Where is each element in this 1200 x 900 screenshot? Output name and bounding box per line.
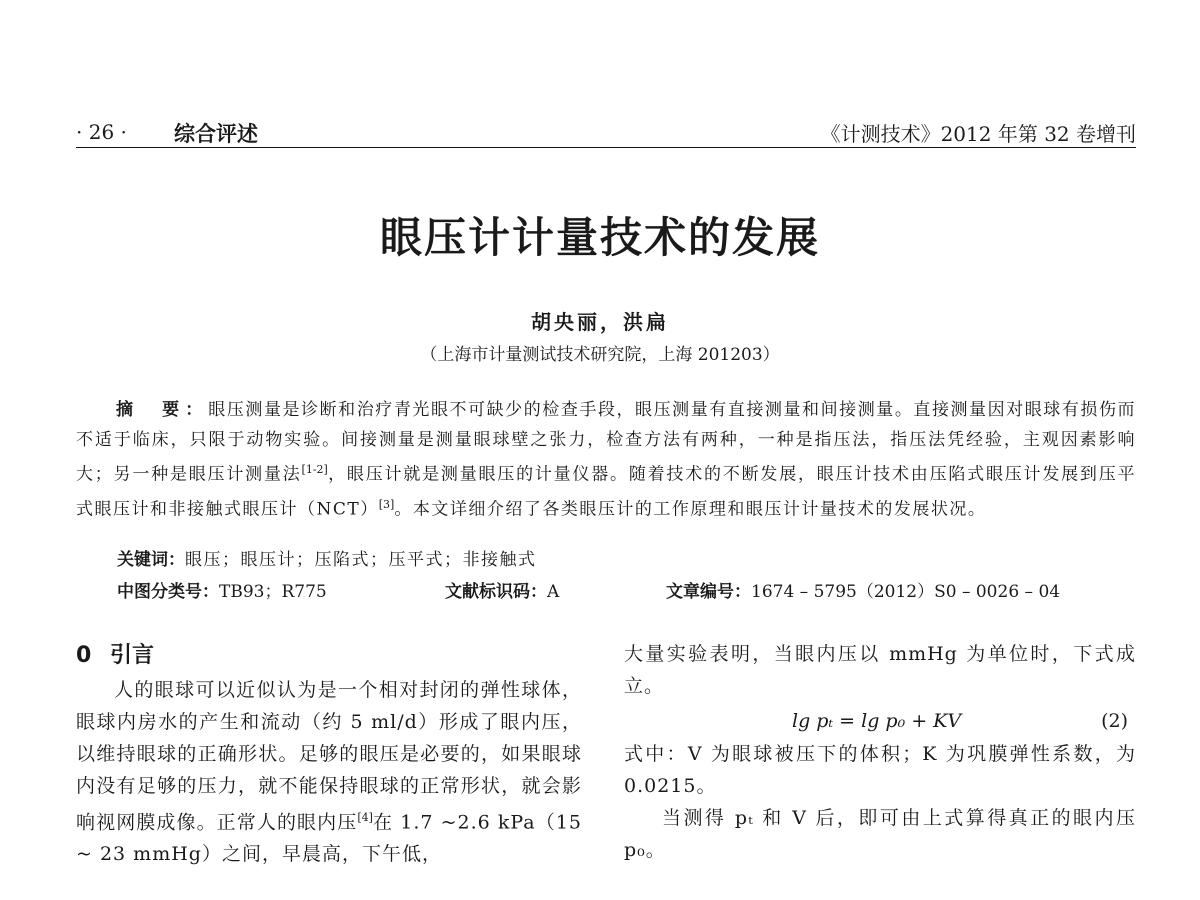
variable-definitions: 式中：V 为眼球被压下的体积；K 为巩膜弹性系数，为 0.0215。 [624,743,1136,797]
journal-name: 《计测技术》2012 年第 32 卷增刊 [820,122,1136,146]
paper-title: 眼压计计量技术的发展 [379,213,820,262]
clc-label: 中图分类号： [117,582,219,602]
section-heading [76,638,582,674]
equation [624,704,1136,738]
abstract-citation-2: [3] [378,497,395,511]
page-number: · 26 · [76,120,127,144]
keywords-label: 关键词： [117,550,185,570]
running-header [76,118,1136,148]
section-title: 引言 [110,643,155,668]
keywords-text: 眼压；眼压计；压陷式；压平式；非接触式 [185,550,537,570]
abstract-text-2: ，眼压计就是测量眼压的计量仪器。随着技术的不断发展，眼压计技术由压陷式眼压计发展到压平式眼压计和非接触式眼压计（NCT） [76,464,1137,520]
abstract-label: 摘 要： [116,400,209,420]
intro-text-1: 人的眼球可以近似认为是一个相对封闭的弹性球体，眼球内房水的产生和流动（约 5 ml/d）形成了眼内压，以维持眼球的正确形状。足够的眼压是必要的，如果眼球内没有足够的压力，就不能保持眼球的正常形状，就会影响视网膜成像。正常人的眼内压 [76,679,582,834]
authors: 胡央丽，洪扁 [531,310,669,334]
section-label: 综合评述 [174,122,258,146]
clc-value: TB93；R775 [219,582,327,602]
abstract-text-1: 眼压测量是诊断和治疗青光眼不可缺少的检查手段，眼压测量有直接测量和间接测量。直接测量因对眼球有损伤而不适于临床，只限于动物实验。间接测量是测量眼球壁之张力，检查方法有两种，一种是指压法，指压法凭经验，主观因素影响大；另一种是眼压计测量法 [76,400,1137,485]
section-number: 0 [76,643,92,668]
result-paragraph: 当测得 pₜ 和 V 后，即可由上式算得真正的眼内压 p₀。 [624,807,1136,861]
document-code [445,577,559,602]
abstract-text-3: 。本文详细介绍了各类眼压计的工作原理和眼压计计量技术的发展状况。 [394,499,987,520]
affiliation: （上海市计量测试技术研究院，上海 201203） [420,345,780,365]
intro-text-2: 在 1.7 ~2.6 kPa（15 ~ 23 mmHg）之间，早晨高，下午低， [76,811,582,866]
doc-code-label: 文献标识码： [445,582,547,602]
article-number [666,577,1060,602]
article-number-label: 文章编号： [666,582,751,602]
left-column [76,638,582,870]
keywords [117,545,537,570]
doc-code-value: A [547,582,560,602]
intro-paragraph [76,674,582,870]
abstract [76,395,1136,524]
intro-citation: [4] [357,811,373,824]
abstract-citation-1: [1-2] [301,463,328,476]
right-column [624,638,1136,866]
equation-expression: lg pₜ = lg p₀ + KV [792,710,962,732]
header-rule [76,147,1136,148]
article-number-value: 1674 – 5795（2012）S0 – 0026 – 04 [751,582,1061,602]
equation-number: (2) [1101,710,1128,732]
clc-number [117,577,327,602]
experiment-paragraph: 大量实验表明，当眼内压以 mmHg 为单位时，下式成立。 [624,643,1136,697]
